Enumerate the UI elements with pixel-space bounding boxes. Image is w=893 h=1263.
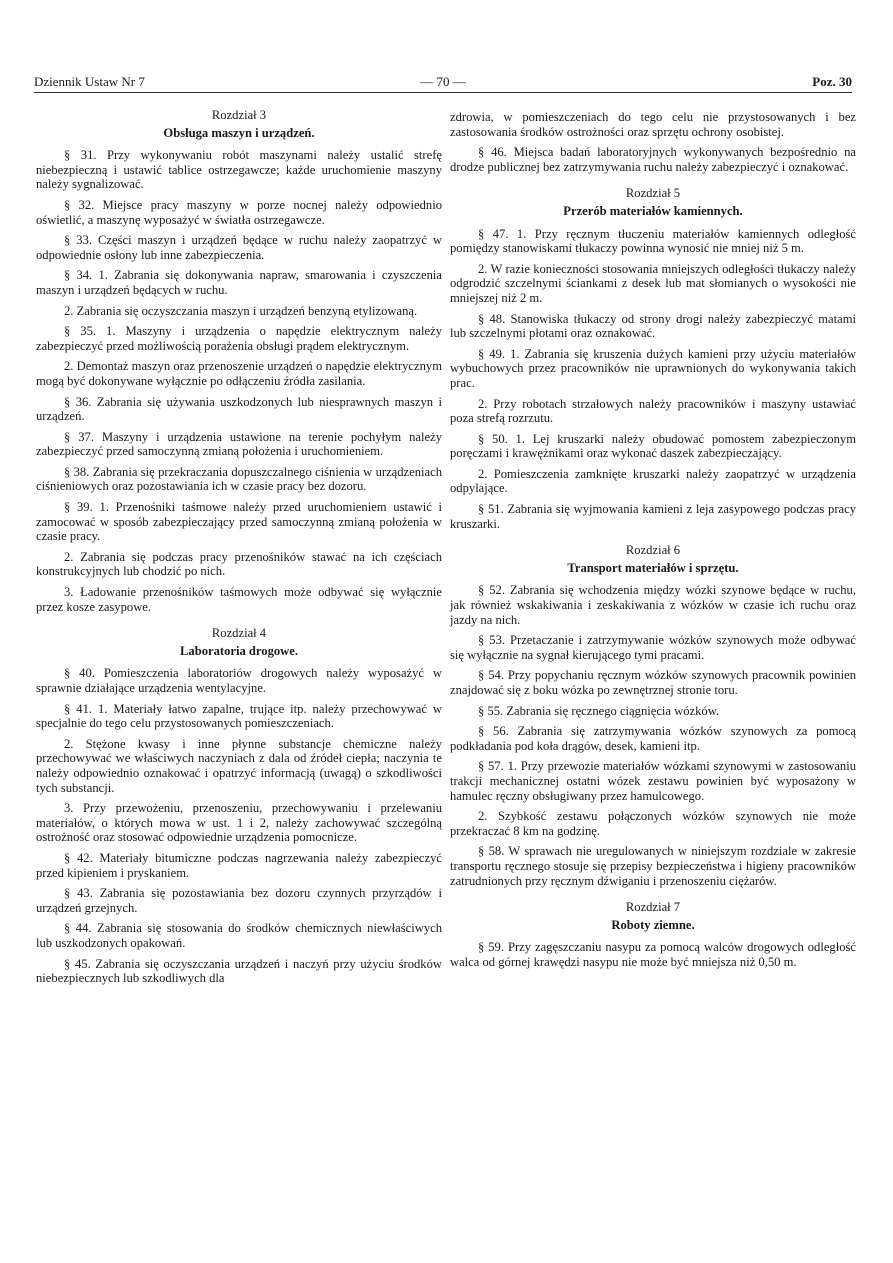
paragraph: § 52. Zabrania się wchodzenia między wózki szynowe będące w ruchu, jak również wskakiwania i zeskakiwania z wózków w czasie ich ruchu oraz jazdy na nich. [450, 583, 856, 627]
paragraph: § 49. 1. Zabrania się kruszenia dużych kamieni przy użyciu materiałów wybuchowych przez pracowników nie uprawnionych do wykonywania takich prac. [450, 346, 856, 390]
paragraph: § 46. Miejsca badań laboratoryjnych wykonywanych bezpośrednio na drodze publicznej bez zatrzymywania ruchu należy zabezpieczyć i oznakować. [450, 145, 856, 174]
chapter-title: Laboratoria drogowe. [180, 643, 298, 658]
paragraph: § 37. Maszyny i urządzenia ustawione na terenie pochyłym należy zabezpieczyć przed samoczynną zmianą położenia i uruchomieniem. [36, 429, 442, 459]
chapter-title: Obsługa maszyn i urządzeń. [163, 125, 315, 140]
paragraph: § 42. Materiały bitumiczne podczas nagrzewania należy zabezpieczyć przed kipieniem i pryskaniem. [36, 850, 442, 880]
paragraph: 2. W razie konieczności stosowania mniejszych odległości tłukaczy należy odgrodzić szczelnymi ściankami z desek lub mat słomianych o wysokości nie mniejszej niż 2 m. [450, 261, 856, 305]
paragraph: § 54. Przy popychaniu ręcznym wózków szynowych pracownik powinien znajdować się z boku wózka po zewnętrznej stronie toru. [450, 668, 856, 697]
left-column [36, 108, 442, 992]
journal-title: Dziennik Ustaw Nr 7 [34, 74, 145, 89]
paragraph: § 47. 1. Przy ręcznym tłuczeniu materiałów kamiennych odległość pomiędzy stanowiskami tłukaczy powinna wynosić nie mniej niż 5 m. [450, 226, 856, 256]
paragraph: 3. Ładowanie przenośników taśmowych może odbywać się wyłącznie przez kosze zasypowe. [36, 585, 442, 614]
paragraph: § 44. Zabrania się stosowania do środków chemicznych niewłaściwych lub uszkodzonych opakowań. [36, 921, 442, 950]
page-header [34, 74, 852, 93]
paragraph: 2. Pomieszczenia zamknięte kruszarki należy zaopatrzyć w urządzenia odpylające. [450, 466, 856, 496]
position-number: Poz. 30 [812, 74, 852, 89]
paragraph: § 58. W sprawach nie uregulowanych w niniejszym rozdziale w zakresie transportu ręcznego stosuje się przepisy bezpieczeństwa i higieny pracowników zatrudnionych przy ręcznym dźwiganiu i przenoszeniu ciężarów. [450, 844, 856, 888]
paragraph: § 56. Zabrania się zatrzymywania wózków szynowych za pomocą podkładania pod koła drągów, desek, kamieni itp. [450, 724, 856, 753]
chapter-heading: Rozdział 7 [625, 900, 681, 915]
paragraph: 2. Stężone kwasy i inne płynne substancje chemiczne należy przechowywać we właściwych naczyniach z dala od źródeł ciepła; naczynia te należy odpowiednio oznakować i opatrzyć informacją (uwagą) o szkodliwości tych substancji. [36, 736, 442, 795]
paragraph: § 59. Przy zagęszczaniu nasypu za pomocą walców drogowych odległość walca od górnej krawędzi nasypu nie może być mniejsza niż 0,50 m. [450, 940, 856, 969]
chapter-title: Transport materiałów i sprzętu. [567, 560, 739, 575]
right-column [450, 110, 856, 976]
chapter-title: Roboty ziemne. [611, 917, 695, 932]
paragraph: 2. Demontaż maszyn oraz przenoszenie urządzeń o napędzie elektrycznym mogą być dokonywane wyłącznie po odłączeniu źródła zasilania. [36, 359, 442, 388]
paragraph: § 36. Zabrania się używania uszkodzonych lub niesprawnych maszyn i urządzeń. [36, 394, 442, 424]
chapter-heading: Rozdział 5 [625, 186, 681, 201]
paragraph: § 35. 1. Maszyny i urządzenia o napędzie elektrycznym należy zabezpieczyć przed możliwością porażenia obsługi prądem elektrycznym. [36, 324, 442, 353]
chapter-heading: Rozdział 6 [625, 543, 681, 558]
paragraph: § 45. Zabrania się oczyszczania urządzeń i naczyń przy użyciu środków niebezpiecznych lub szkodliwych dla [36, 956, 442, 986]
paragraph: § 41. 1. Materiały łatwo zapalne, trujące itp. należy przechowywać w specjalnie do tego celu przystosowanych pomieszczeniach. [36, 701, 442, 731]
chapter-title: Przerób materiałów kamiennych. [563, 203, 743, 218]
chapter-heading: Rozdział 3 [211, 108, 267, 122]
paragraph: § 40. Pomieszczenia laboratoriów drogowych należy wyposażyć w sprawnie działające urządzenia wentylacyjne. [36, 666, 442, 695]
paragraph: § 57. 1. Przy przewozie materiałów wózkami szynowymi w zastosowaniu trakcji mechanicznej ostatni wózek zestawu powinien być wyposażony w hamulec ręczny obsługiwany przez hamulcowego. [450, 759, 856, 803]
paragraph: § 50. 1. Lej kruszarki należy obudować pomostem zabezpieczonym poręczami i krawężnikami oraz wykonać daszek zabezpieczający. [450, 431, 856, 461]
paragraph: 2. Zabrania się podczas pracy przenośników stawać na ich częściach konstrukcyjnych lub chodzić po nich. [36, 549, 442, 579]
paragraph: 2. Szybkość zestawu połączonych wózków szynowych nie może przekraczać 8 km na godzinę. [450, 809, 856, 838]
paragraph: § 31. Przy wykonywaniu robót maszynami należy ustalić strefę niebezpieczną i ustawić tablice ostrzegawcze; każde uruchomienie maszyny należy sygnalizować. [36, 148, 442, 192]
paragraph: § 43. Zabrania się pozostawiania bez dozoru czynnych przyrządów i urządzeń grzejnych. [36, 886, 442, 915]
paragraph: § 34. 1. Zabrania się dokonywania napraw, smarowania i czyszczenia maszyn i urządzeń będących w ruchu. [36, 268, 442, 297]
paragraph: 3. Przy przewożeniu, przenoszeniu, przechowywaniu i przelewaniu materiałów, o których mowa w ust. 1 i 2, należy zachowywać szczególną ostrożność oraz stosować odpowiednie urządzenia pomocnicze. [36, 801, 442, 845]
paragraph: § 38. Zabrania się przekraczania dopuszczalnego ciśnienia w urządzeniach ciśnieniowych oraz pozostawiania ich w czasie pracy bez dozoru. [36, 464, 442, 494]
paragraph: § 33. Części maszyn i urządzeń będące w ruchu należy zaopatrzyć w odpowiednie osłony lub inne zabezpieczenia. [36, 233, 442, 262]
paragraph: § 39. 1. Przenośniki taśmowe należy przed uruchomieniem ustawić i zamocować w sposób zabezpieczający przed samoczynną zmianą położenia w czasie pracy. [36, 500, 442, 544]
paragraph-continuation: zdrowia, w pomieszczeniach do tego celu nie przystosowanych i bez zastosowania środków ostrożności oraz sprzętu ochrony osobistej. [450, 110, 856, 139]
paragraph: § 55. Zabrania się ręcznego ciągnięcia wózków. [478, 703, 720, 718]
chapter-heading: Rozdział 4 [211, 626, 267, 641]
paragraph: § 32. Miejsce pracy maszyny w porze nocnej należy odpowiednio oświetlić, a maszynę wyposażyć w światła ostrzegawcze. [36, 197, 442, 227]
paragraph: § 53. Przetaczanie i zatrzymywanie wózków szynowych może odbywać się wyłącznie na sygnał kierującego tymi pracami. [450, 633, 856, 662]
paragraph: § 51. Zabrania się wyjmowania kamieni z leja zasypowego podczas pracy kruszarki. [450, 502, 856, 531]
paragraph: 2. Przy robotach strzałowych należy pracowników i maszyny ustawiać poza strefą rozrzutu. [450, 396, 856, 426]
paragraph: 2. Zabrania się oczyszczania maszyn i urządzeń benzyną etylizowaną. [64, 303, 418, 318]
paragraph: § 48. Stanowiska tłukaczy od strony drogi należy zabezpieczyć matami lub szczelnymi płotami oraz oznakować. [450, 311, 856, 341]
page-number: — 70 — [420, 74, 466, 89]
